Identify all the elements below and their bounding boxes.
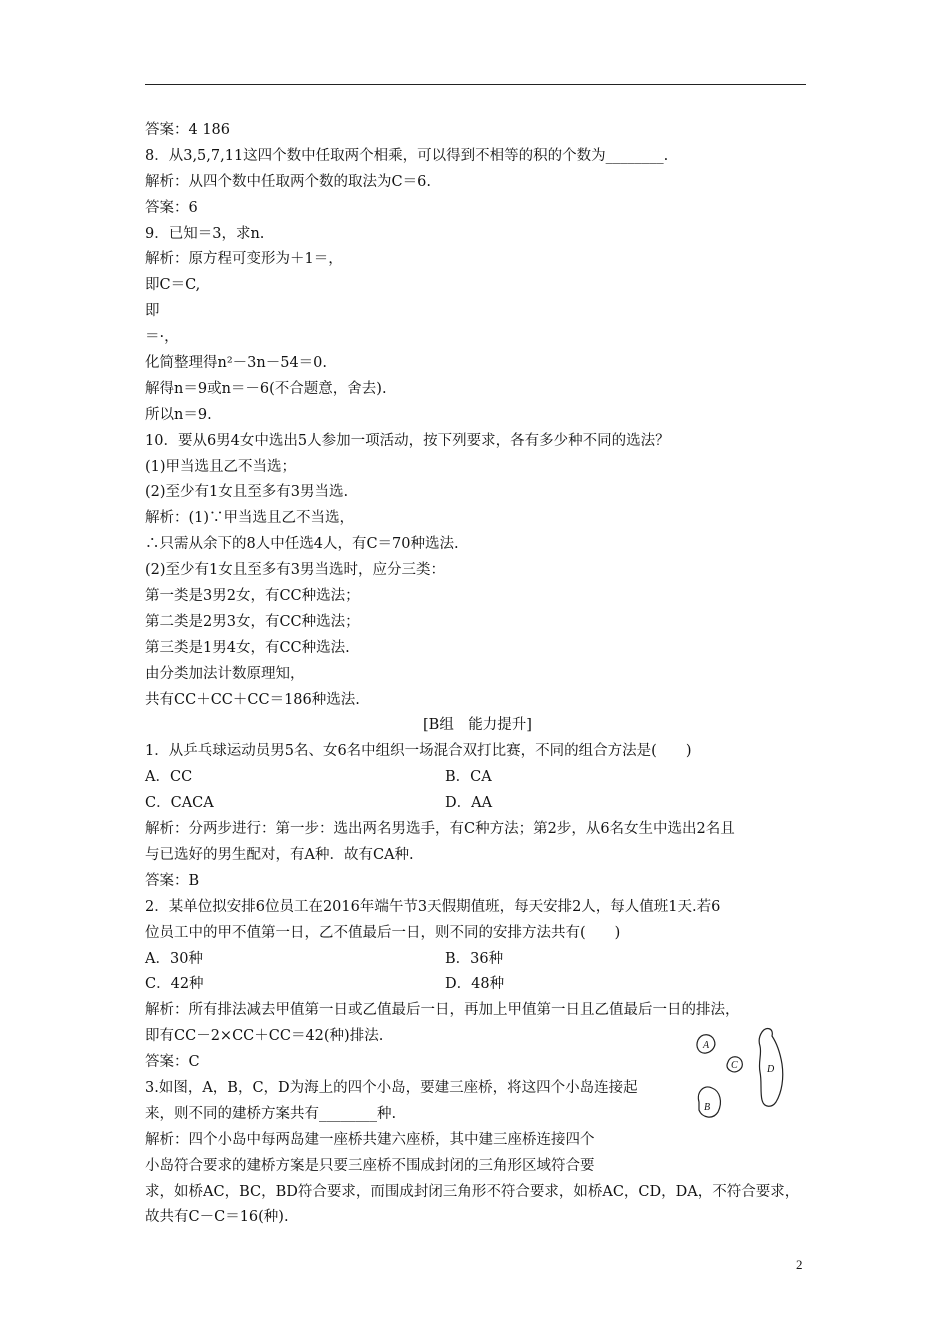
option-b: B．36种 [445, 950, 504, 967]
question-1-analysis: 与已选好的男生配对，有A种．故有CA种. [145, 846, 414, 863]
text-line: 第一类是3男2女，有CC种选法； [145, 588, 360, 605]
question-3-analysis: 求，如桥AC，BC，BD符合要求，而围成封闭三角形不符合要求，如桥AC，CD，DA，不符合要求， [145, 1183, 800, 1200]
question-3-stem: 3.如图，A，B，C，D为海上的四个小岛，要建三座桥，将这四个小岛连接起 [145, 1079, 638, 1096]
text-line: ＝·， [145, 329, 179, 346]
option-b: B．CA [445, 769, 492, 786]
question-2-answer: 答案：C [145, 1054, 200, 1071]
text-line: 化简整理得n²－3n－54＝0. [145, 355, 327, 372]
option-c: C．42种 [145, 976, 204, 993]
text-line: 即C＝C, [145, 277, 201, 294]
text-line: 第二类是2男3女，有CC种选法； [145, 613, 360, 630]
question-1-options-row [145, 791, 810, 817]
question-9-stem: 9．已知＝3，求n. [145, 225, 265, 242]
question-2-options-row [145, 947, 810, 973]
text-line: 解析：原方程可变形为＋1＝， [145, 251, 343, 268]
island-b-label: B [704, 1102, 711, 1113]
option-d: D．48种 [445, 976, 505, 993]
text-line: 共有CC＋CC＋CC＝186种选法. [145, 691, 360, 708]
question-2-analysis: 即有CC－2×CC＋CC＝42(种)排法. [145, 1028, 384, 1045]
question-3-analysis: 小岛符合要求的建桥方案是只要三座桥不围成封闭的三角形区域符合要 [145, 1157, 595, 1174]
text-line: 即 [145, 303, 160, 320]
header-rule [145, 84, 806, 85]
question-1-analysis: 解析：分两步进行：第一步：选出两名男选手，有C种方法；第2步，从6名女生中选出2名且 [145, 821, 735, 838]
question-1-stem: 1．从乒乓球运动员男5名、女6名中组织一场混合双打比赛，不同的组合方法是( ) [145, 743, 692, 760]
question-2-stem: 位员工中的甲不值第一日，乙不值最后一日，则不同的安排方法共有( ) [145, 924, 621, 941]
text-line: 解析：从四个数中任取两个数的取法为C＝6. [145, 173, 431, 190]
question-3-analysis: 故共有C－C＝16(种). [145, 1209, 289, 1226]
text-line: (2)至少有1女且至多有3男当选时，应分三类： [145, 562, 445, 579]
option-a: A．CC [145, 769, 193, 786]
question-3-analysis: 解析：四个小岛中每两岛建一座桥共建六座桥，其中建三座桥连接四个 [145, 1131, 595, 1148]
text-line: (1)甲当选且乙不当选； [145, 458, 297, 475]
islands-figure [690, 1022, 800, 1132]
page-number: 2 [796, 1257, 803, 1272]
question-8-stem: 8．从3,5,7,11这四个数中任取两个相乘，可以得到不相等的积的个数为________. [145, 147, 669, 164]
text-line: 解析：(1)∵甲当选且乙不当选， [145, 510, 355, 527]
question-1-options-row [145, 765, 810, 791]
option-c: C．CACA [145, 795, 214, 812]
text-line: (2)至少有1女且至多有3男当选. [145, 484, 349, 501]
question-2-stem: 2．某单位拟安排6位员工在2016年端午节3天假期值班，每天安排2人，每人值班1天.若6 [145, 898, 721, 915]
island-a-label: A [703, 1040, 710, 1051]
question-1-answer: 答案：B [145, 872, 200, 889]
text-line: 答案：4 186 [145, 122, 231, 138]
option-d: D．AA [445, 795, 493, 812]
text-line: 答案：6 [145, 199, 198, 216]
text-line: 所以n＝9. [145, 406, 212, 423]
section-b-title: [B组 能力提升] [423, 717, 532, 734]
text-line: 由分类加法计数原理知， [145, 665, 305, 682]
text-line: 解得n＝9或n＝－6(不合题意，舍去). [145, 380, 387, 397]
option-a: A．30种 [145, 950, 203, 967]
question-2-analysis: 解析：所有排法减去甲值第一日或乙值最后一日，再加上甲值第一日且乙值最后一日的排法， [145, 1002, 740, 1019]
island-d-label: D [767, 1064, 775, 1075]
question-10-stem: 10．要从6男4女中选出5人参加一项活动，按下列要求，各有多少种不同的选法？ [145, 432, 670, 449]
island-c-label: C [731, 1060, 738, 1071]
text-line: ∴只需从余下的8人中任选4人，有C＝70种选法. [145, 536, 459, 553]
question-3-stem: 来，则不同的建桥方案共有________种. [145, 1105, 397, 1122]
question-2-options-row [145, 972, 810, 998]
text-line: 第三类是1男4女，有CC种选法. [145, 639, 350, 656]
